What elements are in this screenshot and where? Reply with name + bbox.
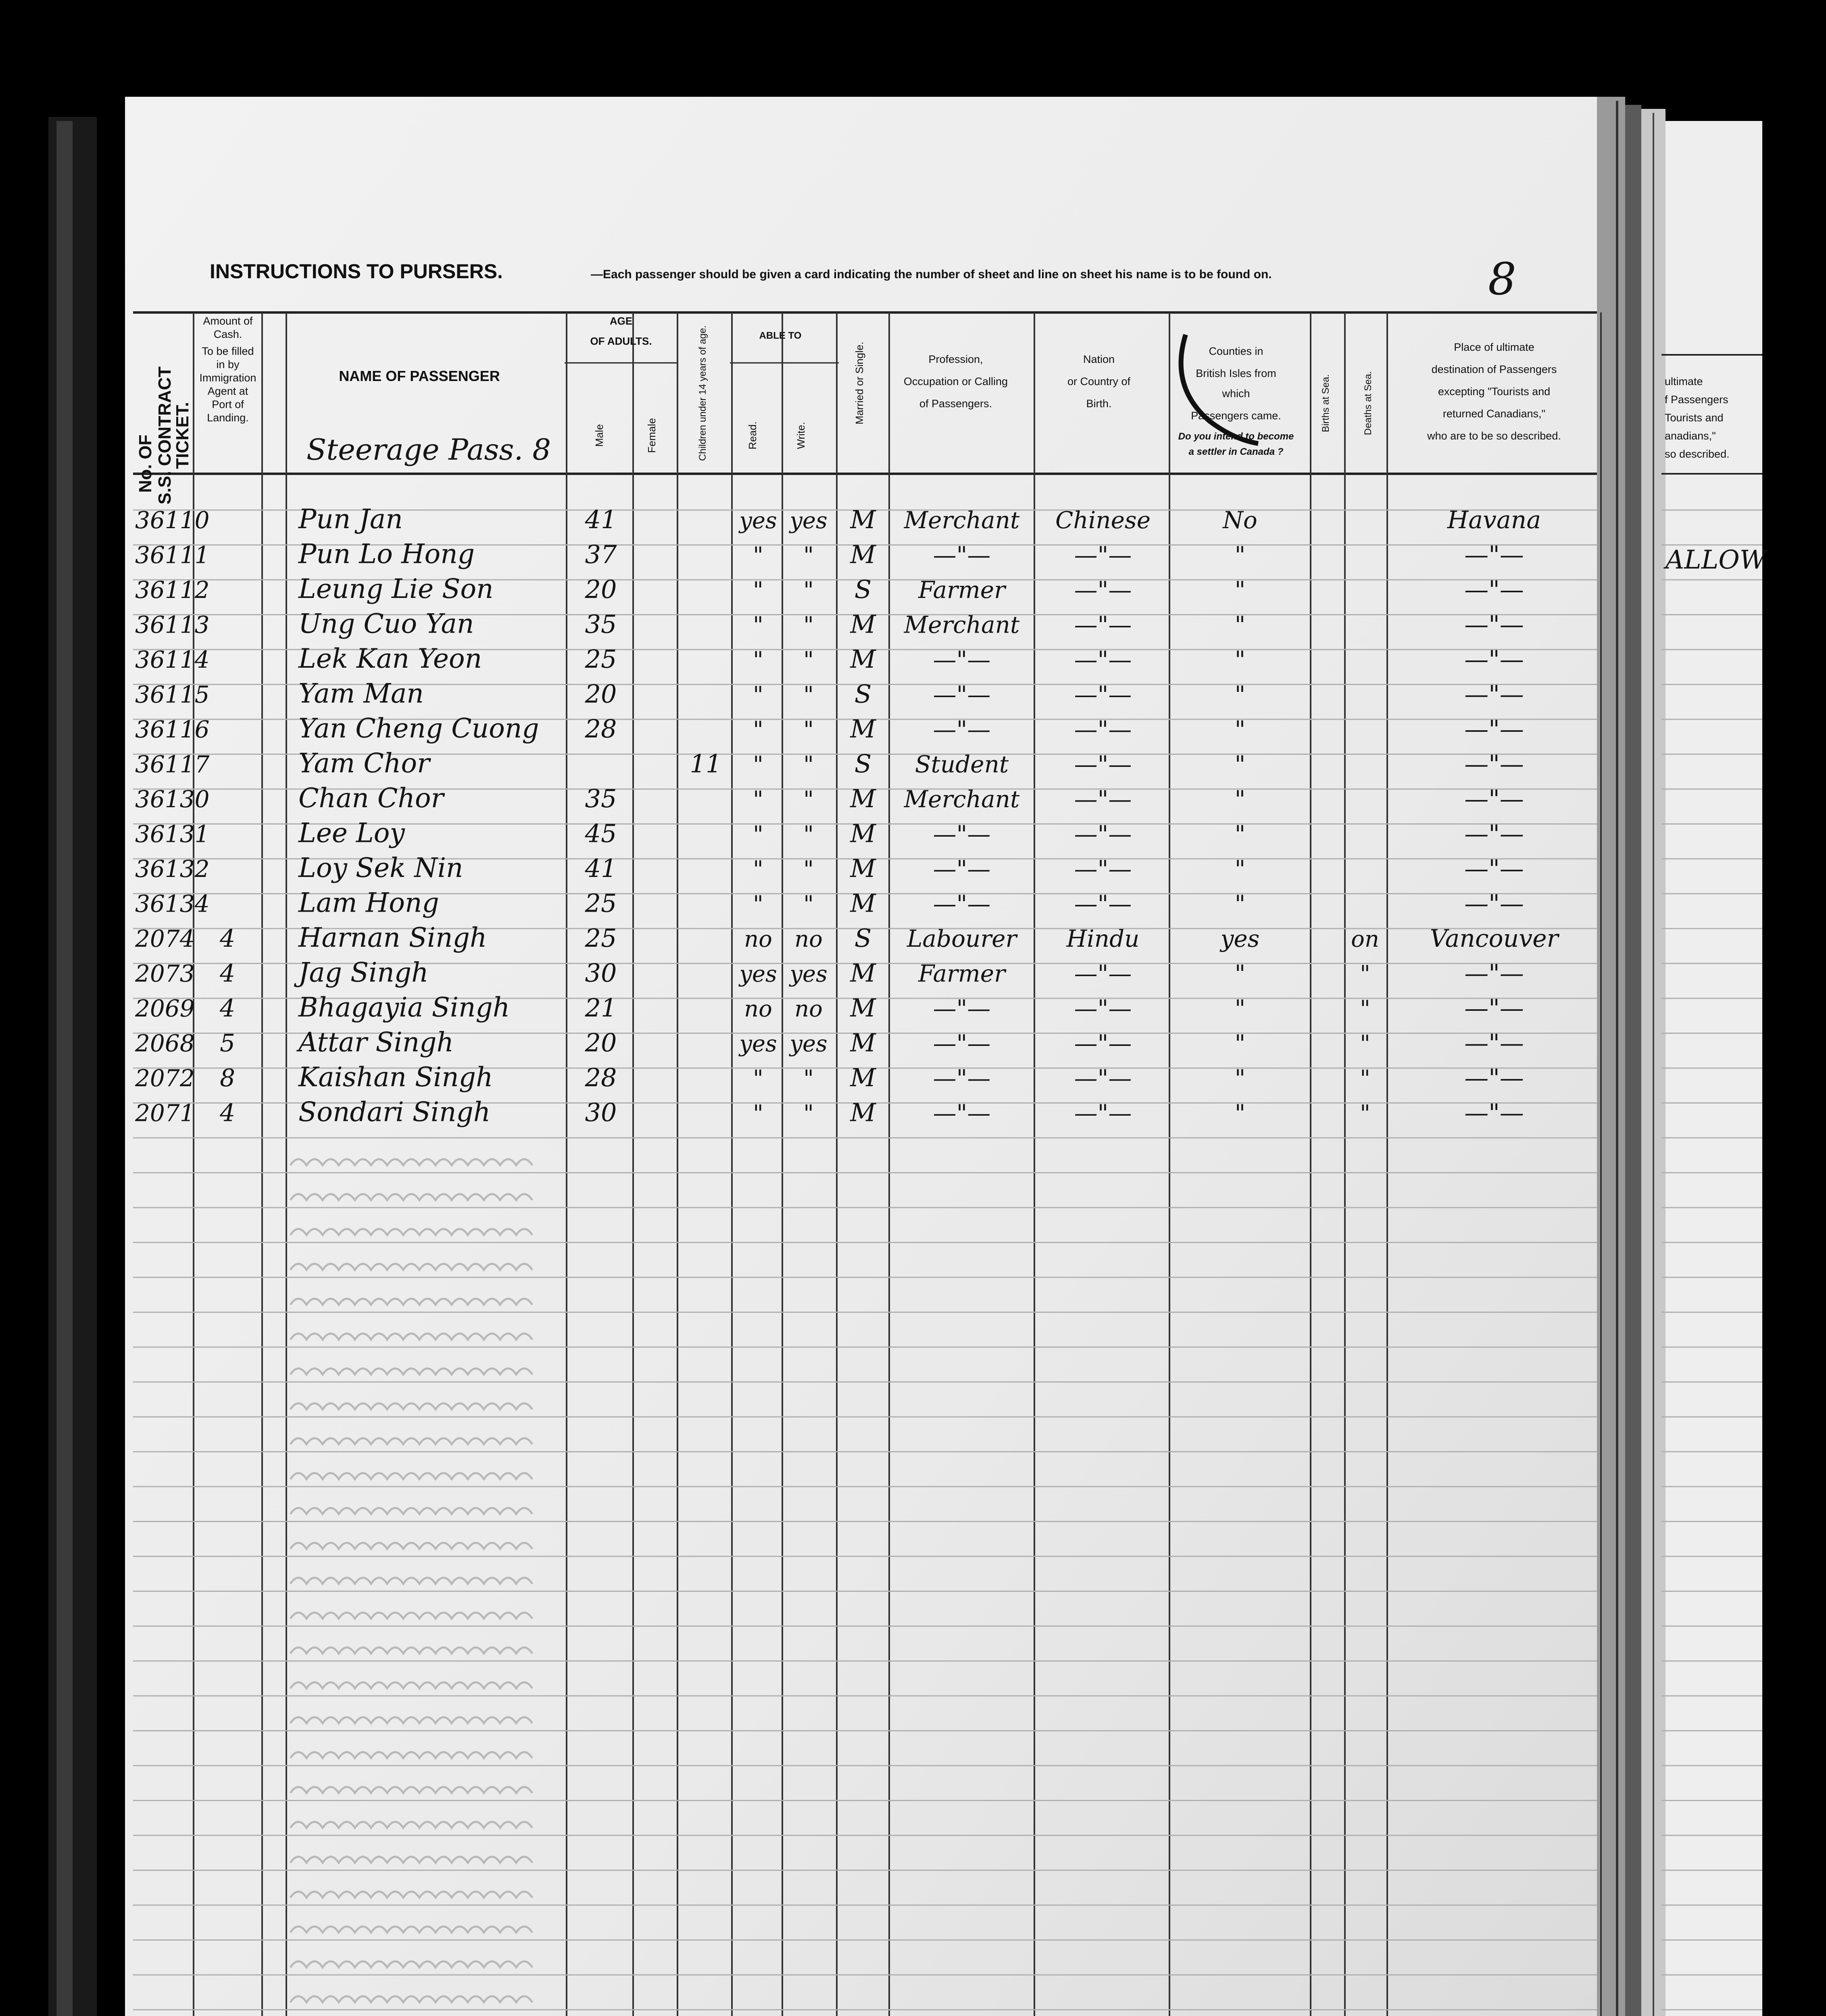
row-profession: Merchant: [904, 785, 1020, 813]
row-read: ": [753, 1100, 763, 1127]
row-passenger-name: Harnan Singh: [298, 922, 487, 953]
row-read: yes: [739, 508, 777, 534]
row-married-single: S: [854, 679, 872, 709]
svg-text:Birth.: Birth.: [1086, 398, 1112, 410]
svg-text:or Country of: or Country of: [1067, 375, 1131, 387]
row-read: no: [744, 926, 772, 952]
row-read: ": [753, 647, 763, 673]
row-read: yes: [739, 961, 777, 987]
row-nation: —"—: [1074, 611, 1132, 639]
row-passenger-name: Lee Loy: [298, 817, 405, 849]
row-age-male: 28: [585, 1063, 617, 1092]
row-destination: Vancouver: [1430, 925, 1559, 953]
row-nation: —"—: [1074, 820, 1132, 848]
row-read: yes: [739, 1031, 777, 1057]
svg-text:Nation: Nation: [1083, 353, 1115, 365]
svg-text:Profession,: Profession,: [928, 353, 983, 365]
row-write: ": [803, 577, 814, 604]
row-settler: ": [1234, 716, 1246, 743]
row-passenger-name: Jag Singh: [298, 957, 429, 988]
row-passenger-name: Lam Hong: [298, 887, 439, 918]
row-ticket-number: 36131: [135, 820, 210, 848]
svg-text:Cash.: Cash.: [213, 328, 242, 340]
row-ticket-number: 36132: [135, 855, 210, 883]
row-passenger-name: Sondari Singh: [298, 1096, 491, 1128]
svg-text:Do you intend to become: Do you intend to become: [1178, 431, 1294, 442]
row-write: ": [803, 856, 814, 883]
row-married-single: M: [850, 958, 876, 988]
row-profession: Merchant: [904, 506, 1020, 534]
row-married-single: M: [850, 854, 876, 883]
row-ticket-number: 2072: [135, 1064, 195, 1092]
row-write: ": [803, 752, 814, 778]
row-settler-mark: ": [1360, 996, 1370, 1022]
row-destination: —"—: [1464, 855, 1524, 883]
row-write: ": [803, 891, 814, 918]
row-destination: —"—: [1464, 820, 1524, 848]
row-age-child: 11: [690, 749, 722, 779]
svg-text:anadians,": anadians,": [1665, 430, 1716, 442]
svg-text:returned Canadians,": returned Canadians,": [1442, 408, 1546, 420]
svg-text:Counties in: Counties in: [1209, 345, 1263, 357]
row-nation: —"—: [1074, 1099, 1132, 1127]
row-nation: —"—: [1074, 890, 1132, 918]
row-passenger-name: Lek Kan Yeon: [298, 643, 482, 674]
row-profession: —"—: [933, 820, 991, 848]
row-write: ": [803, 1100, 814, 1127]
row-write: ": [803, 787, 814, 813]
row-passenger-name: Ung Cuo Yan: [298, 608, 474, 639]
row-destination: —"—: [1464, 576, 1524, 604]
row-age-male: 37: [585, 539, 617, 569]
header-male: Male: [593, 424, 605, 447]
row-married-single: M: [850, 609, 876, 639]
row-profession: Labourer: [907, 925, 1017, 952]
row-nation: Chinese: [1055, 506, 1151, 534]
row-passenger-name: Chan Chor: [298, 783, 444, 814]
row-profession: —"—: [933, 1029, 991, 1057]
row-ticket-number: 36112: [135, 576, 210, 604]
svg-text:Landing.: Landing.: [207, 412, 249, 424]
row-read: ": [753, 752, 763, 778]
header-births: Births at Sea.: [1320, 374, 1331, 433]
row-cash: 4: [220, 1099, 236, 1127]
svg-text:Port of: Port of: [212, 398, 244, 410]
row-settler-mark: ": [1360, 961, 1370, 987]
row-cash: 4: [220, 994, 236, 1023]
row-settler: ": [1234, 995, 1246, 1022]
row-settler: No: [1223, 506, 1257, 534]
row-cash: 4: [220, 925, 236, 953]
row-profession: Student: [915, 750, 1009, 778]
row-ticket-number: 36116: [135, 716, 210, 743]
row-profession: —"—: [933, 890, 991, 918]
row-nation: Hindu: [1066, 925, 1140, 952]
row-destination: —"—: [1464, 1064, 1524, 1092]
row-cash: 4: [220, 959, 236, 988]
row-ticket-number: 2074: [135, 925, 195, 952]
row-read: ": [753, 612, 763, 639]
row-ticket-number: 36110: [135, 506, 210, 534]
row-age-male: 30: [585, 1098, 617, 1127]
row-write: ": [803, 821, 814, 848]
row-nation: —"—: [1074, 1064, 1132, 1092]
row-age-male: 35: [585, 609, 617, 639]
row-ticket-number: 36134: [135, 890, 210, 918]
row-ticket-number: 2069: [135, 995, 195, 1022]
row-write: ": [803, 682, 814, 708]
svg-text:so described.: so described.: [1665, 448, 1730, 460]
row-nation: —"—: [1074, 716, 1132, 743]
row-cash: 8: [220, 1064, 236, 1092]
row-profession: Farmer: [918, 576, 1005, 604]
row-settler: ": [1234, 960, 1246, 987]
row-profession: —"—: [933, 1064, 991, 1092]
svg-text:British Isles from: British Isles from: [1196, 367, 1276, 379]
row-settler: yes: [1220, 925, 1260, 952]
row-write: yes: [790, 508, 828, 534]
row-ticket-number: 36115: [135, 681, 210, 708]
header-name: NAME OF PASSENGER: [339, 368, 500, 384]
svg-text:ultimate: ultimate: [1665, 375, 1703, 387]
header-deaths: Deaths at Sea.: [1363, 371, 1374, 435]
row-profession: Merchant: [904, 611, 1020, 639]
row-write: ": [803, 612, 814, 639]
row-settler: ": [1234, 646, 1246, 673]
row-passenger-name: Bhagayia Singh: [298, 992, 510, 1023]
row-destination: —"—: [1464, 785, 1524, 813]
row-destination: —"—: [1464, 994, 1524, 1023]
svg-text:Passengers came.: Passengers came.: [1191, 410, 1281, 422]
row-passenger-name: Pun Jan: [298, 504, 403, 535]
row-read: ": [753, 856, 763, 883]
row-destination: —"—: [1464, 1099, 1524, 1127]
row-destination: —"—: [1464, 715, 1524, 744]
row-nation: —"—: [1074, 785, 1132, 813]
row-write: yes: [790, 1031, 828, 1057]
svg-text:OF ADULTS.: OF ADULTS.: [590, 335, 652, 347]
row-settler: ": [1234, 1099, 1246, 1127]
svg-text:To be filled: To be filled: [202, 345, 254, 357]
row-destination: —"—: [1464, 1029, 1524, 1058]
svg-text:Immigration: Immigration: [199, 372, 256, 384]
row-ticket-number: 36114: [135, 646, 210, 673]
row-nation: —"—: [1074, 855, 1132, 883]
row-ticket-number: 36117: [135, 750, 210, 778]
svg-text:excepting "Tourists and: excepting "Tourists and: [1438, 385, 1551, 398]
row-age-male: 41: [585, 505, 617, 534]
row-married-single: M: [850, 784, 876, 813]
row-age-male: 45: [585, 818, 617, 848]
row-settler: ": [1234, 541, 1246, 569]
row-married-single: M: [850, 1063, 876, 1092]
row-settler: ": [1234, 681, 1246, 708]
row-nation: —"—: [1074, 750, 1132, 778]
row-age-male: 28: [585, 714, 617, 744]
header-able-to: ABLE TO: [759, 330, 802, 341]
row-settler: ": [1234, 855, 1246, 883]
row-destination: —"—: [1464, 889, 1524, 918]
row-write: yes: [790, 961, 828, 987]
row-settler-mark: ": [1360, 1066, 1370, 1092]
row-settler: ": [1234, 1064, 1246, 1092]
row-age-male: 35: [585, 784, 617, 813]
svg-text:destination of Passengers: destination of Passengers: [1431, 363, 1557, 375]
row-write: no: [794, 996, 823, 1022]
row-married-single: M: [850, 993, 876, 1023]
row-profession: —"—: [933, 995, 991, 1022]
row-married-single: M: [850, 1028, 876, 1058]
row-write: ": [803, 717, 814, 743]
row-profession: —"—: [933, 1099, 991, 1127]
row-nation: —"—: [1074, 681, 1132, 708]
row-nation: —"—: [1074, 646, 1132, 673]
row-ticket-number: 2068: [135, 1029, 195, 1057]
header-children: Children under 14 years of age.: [697, 325, 708, 461]
row-settler: ": [1234, 576, 1246, 604]
header-female: Female: [646, 418, 658, 453]
instructions-text: —Each passenger should be given a card indicating the number of sheet and line on sheet his name is to be found on.: [591, 268, 1272, 281]
row-married-single: S: [854, 749, 872, 779]
row-ticket-number: 36111: [135, 541, 210, 569]
row-age-male: 25: [585, 888, 617, 918]
row-married-single: M: [850, 818, 876, 848]
row-write: ": [803, 1066, 814, 1092]
row-profession: —"—: [933, 541, 991, 569]
row-write: ": [803, 647, 814, 673]
row-nation: —"—: [1074, 995, 1132, 1022]
sheet-number: 8: [1488, 253, 1516, 305]
row-settler: ": [1234, 1029, 1246, 1057]
row-age-male: 20: [585, 679, 617, 709]
svg-text:Tourists and: Tourists and: [1665, 412, 1724, 424]
row-married-single: M: [850, 644, 876, 674]
header-read: Read.: [746, 421, 759, 450]
row-destination: —"—: [1464, 541, 1524, 569]
row-ticket-number: 36113: [135, 611, 210, 639]
row-passenger-name: Leung Lie Son: [298, 573, 494, 604]
row-ticket-number: 36130: [135, 785, 210, 813]
svg-text:f Passengers: f Passengers: [1665, 394, 1728, 406]
row-settler: ": [1234, 890, 1246, 918]
row-read: ": [753, 542, 763, 569]
row-ticket-number: 2073: [135, 960, 195, 987]
row-read: ": [753, 682, 763, 708]
row-read: ": [753, 717, 763, 743]
row-married-single: S: [854, 575, 872, 604]
instructions-title: INSTRUCTIONS TO PURSERS.: [210, 260, 503, 283]
svg-text:who are to be so described.: who are to be so described.: [1427, 430, 1561, 442]
row-write: no: [794, 926, 823, 952]
header-married: Married or Single.: [853, 342, 865, 425]
svg-text:of Passengers.: of Passengers.: [919, 398, 992, 410]
row-ticket-number: 2071: [135, 1099, 195, 1127]
row-destination: Havana: [1447, 506, 1541, 534]
row-settler: ": [1234, 750, 1246, 778]
row-married-single: M: [850, 1098, 876, 1127]
svg-text:AGE: AGE: [609, 315, 633, 327]
row-settler-mark: ": [1360, 1031, 1370, 1057]
row-profession: Farmer: [918, 960, 1005, 987]
row-read: ": [753, 1066, 763, 1092]
header-write: Write.: [795, 422, 807, 449]
row-read: ": [753, 787, 763, 813]
row-settler-mark: ": [1360, 1100, 1370, 1127]
row-passenger-name: Yam Chor: [298, 748, 430, 779]
row-age-male: 20: [585, 575, 617, 604]
row-age-male: 30: [585, 958, 617, 988]
row-read: ": [753, 577, 763, 604]
row-age-male: 25: [585, 644, 617, 674]
svg-text:a settler in Canada ?: a settler in Canada ?: [1188, 446, 1284, 457]
row-age-male: 25: [585, 923, 617, 953]
row-destination: —"—: [1464, 750, 1524, 779]
row-passenger-name: Pun Lo Hong: [298, 538, 475, 570]
row-nation: —"—: [1074, 541, 1132, 569]
row-age-male: 41: [585, 854, 617, 883]
row-write: ": [803, 542, 814, 569]
row-nation: —"—: [1074, 960, 1132, 987]
row-nation: —"—: [1074, 1029, 1132, 1057]
row-married-single: M: [850, 505, 876, 534]
row-age-male: 20: [585, 1028, 617, 1058]
svg-text:S.S. CONTRACT: S.S. CONTRACT: [155, 366, 175, 505]
svg-text:Amount of: Amount of: [203, 315, 253, 327]
row-nation: —"—: [1074, 576, 1132, 604]
row-profession: —"—: [933, 855, 991, 883]
svg-text:Occupation or Calling: Occupation or Calling: [903, 375, 1008, 387]
row-passenger-name: Yam Man: [298, 678, 424, 709]
svg-text:Agent at: Agent at: [207, 385, 248, 397]
svg-text:Place of ultimate: Place of ultimate: [1454, 341, 1534, 353]
svg-text:TICKET.: TICKET.: [173, 402, 192, 469]
row-read: no: [744, 996, 772, 1022]
row-destination: —"—: [1464, 959, 1524, 988]
section-label: Steerage Pass. 8: [306, 433, 551, 467]
row-destination: —"—: [1464, 610, 1524, 639]
svg-text:No. OF: No. OF: [135, 434, 155, 493]
svg-text:in by: in by: [216, 358, 240, 371]
row-passenger-name: Kaishan Singh: [298, 1062, 493, 1093]
row-passenger-name: Attar Singh: [298, 1027, 454, 1058]
row-cash: 5: [220, 1029, 236, 1058]
row-profession: —"—: [933, 646, 991, 673]
row-read: ": [753, 891, 763, 918]
row-profession: —"—: [933, 681, 991, 708]
row-profession: —"—: [933, 716, 991, 743]
row-settler: ": [1234, 785, 1246, 813]
row-settler: ": [1234, 820, 1246, 848]
row-passenger-name: Loy Sek Nin: [298, 852, 463, 883]
right-page-entry: ALLOW: [1665, 545, 1766, 575]
row-destination: —"—: [1464, 680, 1524, 709]
row-passenger-name: Yan Cheng Cuong: [298, 713, 539, 744]
row-married-single: M: [850, 888, 876, 918]
row-age-male: 21: [585, 993, 617, 1023]
row-married-single: M: [850, 714, 876, 744]
row-read: ": [753, 821, 763, 848]
row-married-single: S: [854, 923, 872, 953]
row-destination: —"—: [1464, 646, 1524, 674]
row-settler: ": [1234, 611, 1246, 639]
row-married-single: M: [850, 539, 876, 569]
row-settler-mark: on: [1351, 926, 1379, 952]
svg-text:which: which: [1222, 387, 1250, 400]
